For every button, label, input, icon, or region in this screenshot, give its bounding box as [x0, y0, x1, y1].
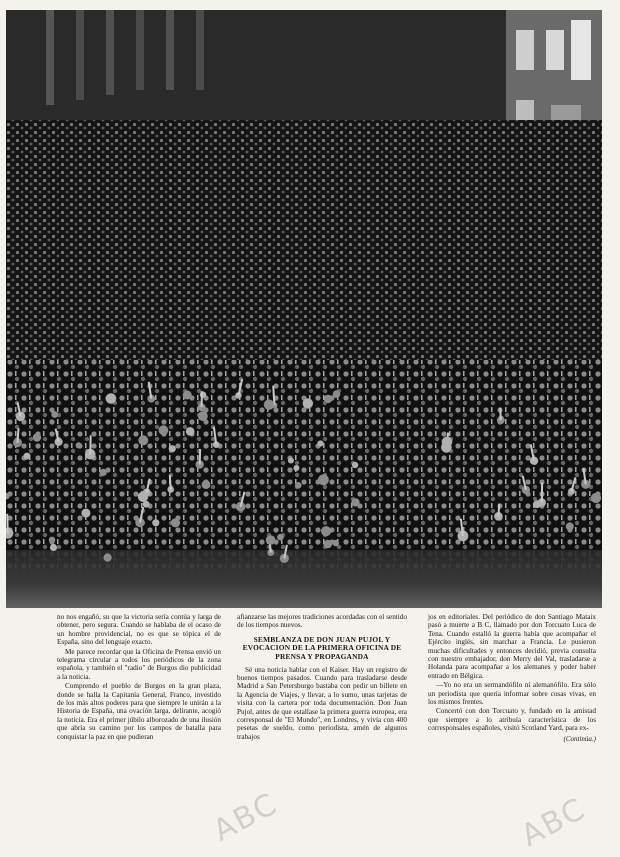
crowd-head [591, 493, 601, 503]
crowd-head [169, 445, 176, 452]
raised-arm [18, 428, 19, 442]
column3-paragraph: jos en editoriales. Del periódico de don Santiago Mataix pasó a muerte a B C, llamado por don Torcuato Luca de Tena. Cuando estalló la guerra había que acompañar el Ejército inglés, sin marchar a Francia. Le pusieron muchas dificultades y entonces decidió, previa consulta con nuestro embajador, don Merry del Val, trasladarse a Holanda para acompañar a los alemanes y poder haber entrado en Bélgica. [428, 613, 596, 680]
crowd-head [171, 518, 180, 527]
column3-paragraph: —Yo no era un sermandófilo ni alemanófilo. Era sólo un periodista que quería informar sobre cosas vivas, en los mismos frentes. [428, 681, 596, 707]
crowd-head [442, 437, 453, 448]
crowd-head [317, 440, 323, 446]
crowd-head [81, 509, 90, 518]
crowd-head [352, 462, 358, 468]
crowd-head [106, 393, 117, 404]
crowd-head [266, 535, 276, 545]
crowd-head [277, 534, 284, 541]
crowd-photo-drawing [6, 10, 602, 608]
crowd-head [76, 442, 82, 448]
crowd-head [33, 433, 41, 441]
crowd-head [138, 492, 148, 502]
crowd-head [324, 540, 333, 549]
crowd-head [333, 390, 341, 398]
abc-watermark: ABC [207, 786, 284, 849]
crowd-head [293, 465, 299, 471]
crowd-head [318, 474, 329, 485]
crowd-head [333, 540, 340, 547]
crowd-head [303, 398, 313, 408]
column1-paragraph: no nos engañó, su que la victoria sería contúa y larga de obtener, pero segura. Cuando se hablaba de el ocaso de un hombre providencial, no es que se tópica el de España, sino del lenguaje exacto. [57, 613, 221, 647]
crowd-head [24, 453, 31, 460]
crowd-head [159, 425, 169, 435]
crowd-head [198, 411, 208, 421]
text-column-3 [428, 613, 596, 743]
crowd-head [324, 395, 332, 403]
section-heading: SEMBLANZA DE DON JUAN PUJOL Y EVOCACION DE LA PRIMERA OFICINA DE PRENSA Y PROPAGANDA [242, 634, 402, 661]
abc-watermark: ABC [515, 791, 592, 854]
column1-paragraph: Me parece recordar que la Oficina de Prensa envió un telegrama circular a todos los periódicos de la zona española, y también el "radio" de Burgos dio publicidad a la noticia. [57, 647, 221, 681]
crowd-head [351, 498, 359, 506]
crowd-photo [6, 10, 602, 608]
text-column-2 [237, 613, 407, 742]
crowd-head [183, 391, 192, 400]
crowd-far [6, 120, 602, 360]
crowd-head [49, 537, 55, 543]
crowd-head [186, 427, 195, 436]
text-column-1 [57, 613, 221, 742]
crowd-head [104, 554, 112, 562]
continuation-note: (Continúa.) [563, 734, 596, 743]
crowd-head [566, 522, 574, 530]
column2-paragraph: Sé una noticia hablar con el Kaiser. Hay un registro de buenos tiempos pasados. Cuando para trasladarse desde Madrid a San Petersburgo bastaba con pedir un billete en la Agencia de Viajes, y llevar, a lo sumo, unas tarjetas de visita con la cartera por toda documentación. Don Juan Pujol, antes de que estallase la primera guerra europea, era corresponsal de "El Mundo", en Londres, y vivía con 400 pesetas de sueldo, como periodista, amén de algunos trabajos [237, 665, 407, 741]
column3-paragraph: Concertó con don Torcuato y, fundado en la amistad que siempre a lo atribuía característica de los corresponsales españoles, visitó Scotland Yard, para ex- [428, 707, 596, 733]
column2-paragraph: afianzarse las mejores tradiciones acordadas con el sentido de los tiempos nuevos. [237, 613, 407, 630]
raised-arm [500, 408, 501, 421]
raised-arm [170, 475, 171, 490]
raised-arm [7, 514, 8, 533]
crowd-head [533, 500, 541, 508]
crowd-head [152, 519, 159, 526]
crowd-head [51, 411, 58, 418]
crowd-near [6, 360, 602, 570]
crowd-head [264, 400, 274, 410]
crowd-head [50, 544, 57, 551]
crowd-head [295, 482, 302, 489]
crowd-head [288, 458, 294, 464]
raised-arm [498, 504, 499, 517]
crowd-head [138, 435, 148, 445]
plaza-ground [6, 550, 602, 608]
crowd-head [202, 480, 211, 489]
crowd-head [100, 469, 107, 476]
column1-paragraph: Comprendo el pueblo de Burgos en la gran plaza, donde se halla la Capitanía General, Franco, investido de los más altos poderes para que siempre le unirán a la Historia de España, una ovación larga, delirante, acogió la noticia. Era el primer júbilo alborozado de una ilusión que abría su camino por los campos de batalla para conquistar la paz en que pudieran [57, 682, 221, 741]
crowd-head [200, 392, 206, 398]
crowd-head [321, 526, 331, 536]
